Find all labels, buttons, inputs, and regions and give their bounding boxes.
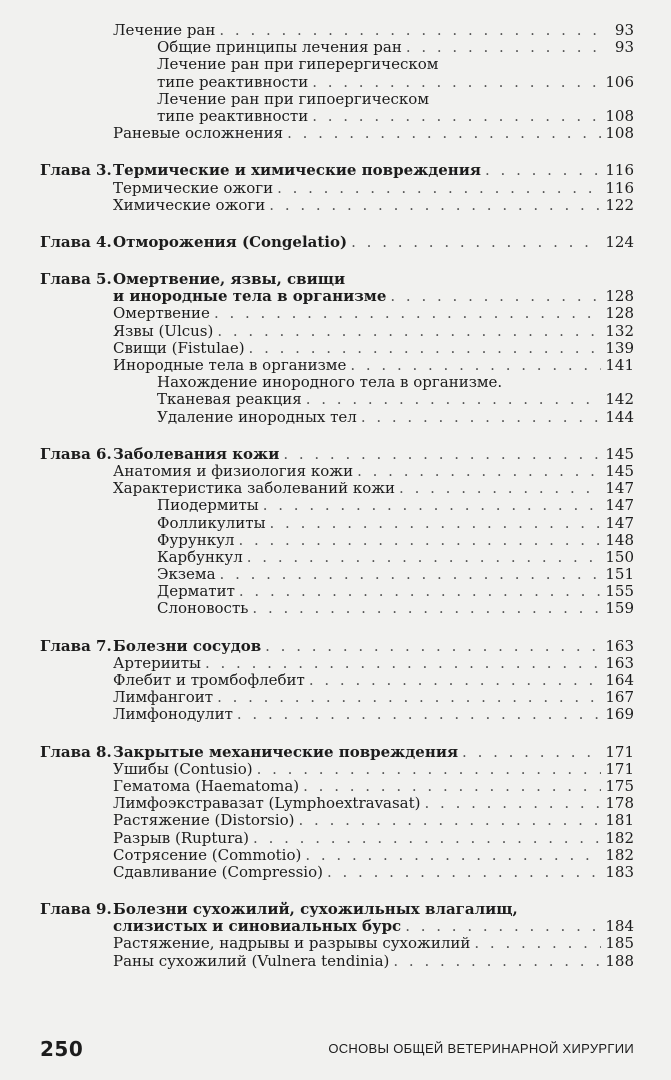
dot-leader: [350, 357, 601, 374]
toc-page-number: 144: [605, 407, 634, 426]
dot-leader: [263, 497, 602, 514]
toc-entry-title: Раны сухожилий (Vulnera tendinia): [113, 951, 390, 970]
toc-entry-title: Термические ожоги: [113, 178, 274, 197]
toc-entry: [0, 847, 671, 864]
toc-entry: [0, 549, 671, 566]
dot-leader: [239, 583, 601, 600]
toc-entry: [0, 672, 671, 689]
toc-entry: [0, 566, 671, 583]
toc-entry-title: Отморожения (Congelatio): [113, 232, 348, 251]
toc-entry-title: Артерииты: [113, 653, 201, 672]
toc-page-number: 145: [605, 444, 634, 463]
toc-page-number: 182: [605, 845, 634, 864]
toc-entry: [0, 108, 671, 125]
toc-page-number: 178: [605, 794, 634, 813]
dot-leader: [485, 162, 601, 179]
dot-leader: [205, 655, 601, 672]
toc-page-number: 151: [605, 565, 634, 584]
dot-leader: [406, 39, 604, 56]
section-gap: [0, 724, 671, 744]
dot-leader: [425, 795, 602, 812]
dot-leader: [405, 918, 601, 935]
toc-entry-title: типе реактивности: [157, 72, 309, 91]
toc-entry-title: Фурункул: [157, 530, 235, 549]
toc-page-number: 164: [605, 671, 634, 689]
section-gap: [0, 214, 671, 234]
section-gap: [0, 618, 671, 638]
toc-page-number: 122: [605, 195, 634, 214]
toc-page-number: 183: [605, 862, 634, 881]
toc-chapter-entry: [0, 744, 671, 761]
toc-entry: [0, 935, 671, 952]
toc-entry: [0, 409, 671, 426]
toc-entry-title: Нахождение инородного тела в организме.: [157, 373, 503, 392]
toc-entry: [0, 864, 671, 881]
dot-leader: [312, 74, 601, 91]
toc-entry: [0, 497, 671, 514]
toc-page-number: 128: [605, 304, 634, 323]
toc-entry-title: Гематома (Haematoma): [113, 776, 300, 795]
dot-leader: [474, 935, 601, 952]
toc-entry: [0, 953, 671, 970]
toc-page-number: 185: [605, 934, 634, 953]
toc-entry: [0, 374, 671, 391]
page-footer: [0, 1037, 671, 1067]
toc-entry: [0, 795, 671, 812]
toc-entry: [0, 761, 671, 778]
toc-page-number: 108: [605, 106, 634, 125]
toc-page-number: 147: [605, 496, 634, 515]
dot-leader: [357, 463, 601, 480]
toc-page-number: 142: [605, 390, 634, 409]
toc-chapter-entry: [0, 271, 671, 288]
toc-entry: [0, 480, 671, 497]
dot-leader: [351, 234, 601, 251]
toc-entry: [0, 689, 671, 706]
chapter-label: Глава 6.: [40, 444, 112, 463]
toc-entry: [0, 391, 671, 408]
toc-entry: [0, 600, 671, 617]
dot-leader: [462, 744, 601, 761]
chapter-label: Глава 3.: [40, 161, 112, 180]
dot-leader: [253, 830, 601, 847]
toc-page-number: 171: [605, 759, 634, 778]
toc-page-number: 106: [605, 72, 634, 91]
toc-entry: [0, 655, 671, 672]
section-gap: [0, 881, 671, 901]
toc-entry-title: Омертвение: [113, 304, 210, 323]
toc-entry-title: Язвы (Ulcus): [113, 321, 214, 340]
toc-entry: [0, 125, 671, 142]
toc-entry: [0, 180, 671, 197]
dot-leader: [277, 180, 601, 197]
toc-page-number: 148: [605, 530, 634, 549]
toc-entry-title: Сотрясение (Commotio): [113, 845, 302, 864]
dot-leader: [249, 340, 602, 357]
toc-page-number: 163: [605, 636, 634, 655]
toc-entry-title: Сдавливание (Compressio): [113, 862, 323, 881]
dot-leader: [214, 305, 601, 322]
toc-page-number: 128: [605, 287, 634, 306]
toc-entry-title: Общие принципы лечения ран: [157, 38, 402, 57]
toc-entry-title: Дерматит: [157, 582, 235, 601]
toc-entry-title: Анатомия и физиология кожи: [113, 461, 354, 480]
dot-leader: [309, 672, 602, 689]
dot-leader: [305, 847, 601, 864]
toc-page-number: 155: [605, 582, 634, 601]
toc-page-number: 124: [605, 232, 634, 251]
toc-page-number: 169: [605, 705, 634, 724]
toc-entry-title: типе реактивности: [157, 106, 309, 125]
toc-entry: [0, 463, 671, 480]
dot-leader: [299, 812, 602, 829]
toc-entry-title: Болезни сухожилий, сухожильных влагалищ,: [113, 900, 518, 919]
toc-entry-title: Тканевая реакция: [157, 390, 302, 409]
toc-page-number: 182: [605, 828, 634, 847]
toc-entry: [0, 56, 671, 73]
dot-leader: [217, 323, 601, 340]
toc-entry-title: Лимфангоит: [113, 688, 214, 707]
dot-leader: [312, 108, 601, 125]
dot-leader: [217, 689, 601, 706]
toc-entry-title: Омертвение, язвы, свищи: [113, 270, 346, 289]
toc-page-number: 150: [605, 547, 634, 566]
chapter-label: Глава 8.: [40, 742, 112, 761]
toc-entry-title: Инородные тела в организме: [113, 356, 347, 374]
chapter-label: Глава 9.: [40, 900, 112, 919]
toc-entry: [0, 305, 671, 322]
chapter-label: Глава 5.: [40, 270, 112, 289]
dot-leader: [270, 515, 602, 532]
dot-leader: [393, 953, 601, 970]
toc-entry-title: Лимфоэкстравазат (Lymphoextravasat): [113, 794, 421, 813]
toc-page-number: 181: [605, 811, 634, 830]
toc-entry-title: Лечение ран при гипоергическом: [157, 89, 429, 108]
toc-entry: [0, 515, 671, 532]
toc-entry: [0, 812, 671, 829]
toc-entry-title: слизистых и синовиальных бурс: [113, 917, 402, 936]
toc-entry-title: и инородные тела в организме: [113, 287, 387, 306]
dot-leader: [287, 125, 601, 142]
toc-entry-title: Характеристика заболеваний кожи: [113, 479, 396, 498]
toc-entry: [0, 74, 671, 91]
toc-entry-title: Закрытые механические повреждения: [113, 742, 459, 761]
toc-page-number: 139: [605, 338, 634, 357]
toc-entry: [0, 532, 671, 549]
dot-leader: [220, 566, 602, 583]
dot-leader: [257, 761, 602, 778]
toc-entry: [0, 706, 671, 723]
table-of-contents: [0, 22, 671, 970]
toc-entry: [0, 91, 671, 108]
toc-entry: [0, 778, 671, 795]
dot-leader: [219, 22, 604, 39]
toc-page-number: 147: [605, 479, 634, 498]
toc-page-number: 159: [605, 599, 634, 618]
toc-page-number: 145: [605, 461, 634, 480]
toc-entry-title: Флебит и тромбофлебит: [113, 671, 305, 689]
chapter-label: Глава 4.: [40, 232, 112, 251]
toc-entry-title: Фолликулиты: [157, 513, 266, 532]
dot-leader: [237, 706, 601, 723]
toc-entry-title: Растяжение, надрывы и разрывы сухожилий: [113, 934, 471, 953]
toc-entry-title: Ушибы (Contusio): [113, 759, 253, 778]
toc-entry-title: Слоновость: [157, 599, 249, 618]
running-title: ОСНОВЫ ОБЩЕЙ ВЕТЕРИНАРНОЙ ХИРУРГИИ: [328, 1041, 634, 1056]
toc-page-number: 167: [605, 688, 634, 707]
toc-entry-title: Пиодермиты: [157, 496, 259, 515]
toc-page-number: 188: [605, 951, 634, 970]
toc-entry: [0, 583, 671, 600]
toc-page-number: 116: [605, 178, 634, 197]
dot-leader: [283, 446, 601, 463]
dot-leader: [238, 532, 601, 549]
page-number: 250: [40, 1037, 84, 1061]
toc-entry-title: Химические ожоги: [113, 195, 266, 214]
toc-entry-title: Карбункул: [157, 547, 243, 566]
toc-entry-title: Растяжение (Distorsio): [113, 811, 295, 830]
toc-page-number: 132: [605, 321, 634, 340]
toc-chapter-entry: [0, 234, 671, 251]
toc-chapter-entry: [0, 918, 671, 935]
toc-chapter-entry: [0, 162, 671, 179]
toc-page-number: 141: [605, 356, 634, 374]
toc-entry: [0, 357, 671, 374]
section-gap: [0, 426, 671, 446]
toc-chapter-entry: [0, 288, 671, 305]
chapter-label: Глава 7.: [40, 636, 112, 655]
toc-page-number: 184: [605, 917, 634, 936]
dot-leader: [399, 480, 601, 497]
dot-leader: [303, 778, 601, 795]
toc-entry-title: Экзема: [157, 565, 216, 584]
toc-chapter-entry: [0, 446, 671, 463]
toc-entry-title: Лечение ран: [113, 21, 216, 39]
toc-page-number: 93: [614, 21, 634, 39]
toc-entry: [0, 197, 671, 214]
toc-page-number: 116: [605, 161, 634, 180]
toc-entry-title: Лимфонодулит: [113, 705, 233, 724]
toc-page-number: 175: [605, 776, 634, 795]
toc-chapter-entry: [0, 638, 671, 655]
toc-chapter-entry: [0, 901, 671, 918]
dot-leader: [361, 409, 602, 426]
toc-entry: [0, 39, 671, 56]
dot-leader: [252, 600, 601, 617]
toc-entry-title: Заболевания кожи: [113, 444, 280, 463]
toc-entry: [0, 323, 671, 340]
toc-entry-title: Свищи (Fistulae): [113, 338, 245, 357]
section-gap: [0, 251, 671, 271]
dot-leader: [390, 288, 601, 305]
toc-entry-title: Разрыв (Ruptura): [113, 828, 250, 847]
toc-entry-title: Лечение ран при гиперергическом: [157, 55, 439, 74]
toc-page-number: 93: [614, 38, 634, 57]
toc-entry-title: Удаление инородных тел: [157, 407, 357, 426]
dot-leader: [265, 638, 601, 655]
toc-entry: [0, 22, 671, 39]
toc-entry-title: Раневые осложнения: [113, 124, 284, 143]
dot-leader: [269, 197, 601, 214]
toc-entry-title: Болезни сосудов: [113, 636, 262, 655]
dot-leader: [306, 391, 602, 408]
toc-page-number: 108: [605, 124, 634, 143]
toc-page-number: 171: [605, 742, 634, 761]
dot-leader: [247, 549, 602, 566]
toc-page-number: 147: [605, 513, 634, 532]
section-gap: [0, 142, 671, 162]
toc-entry-title: Термические и химические повреждения: [113, 161, 481, 180]
toc-entry: [0, 830, 671, 847]
dot-leader: [327, 864, 601, 881]
toc-entry: [0, 340, 671, 357]
toc-page-number: 163: [605, 653, 634, 672]
